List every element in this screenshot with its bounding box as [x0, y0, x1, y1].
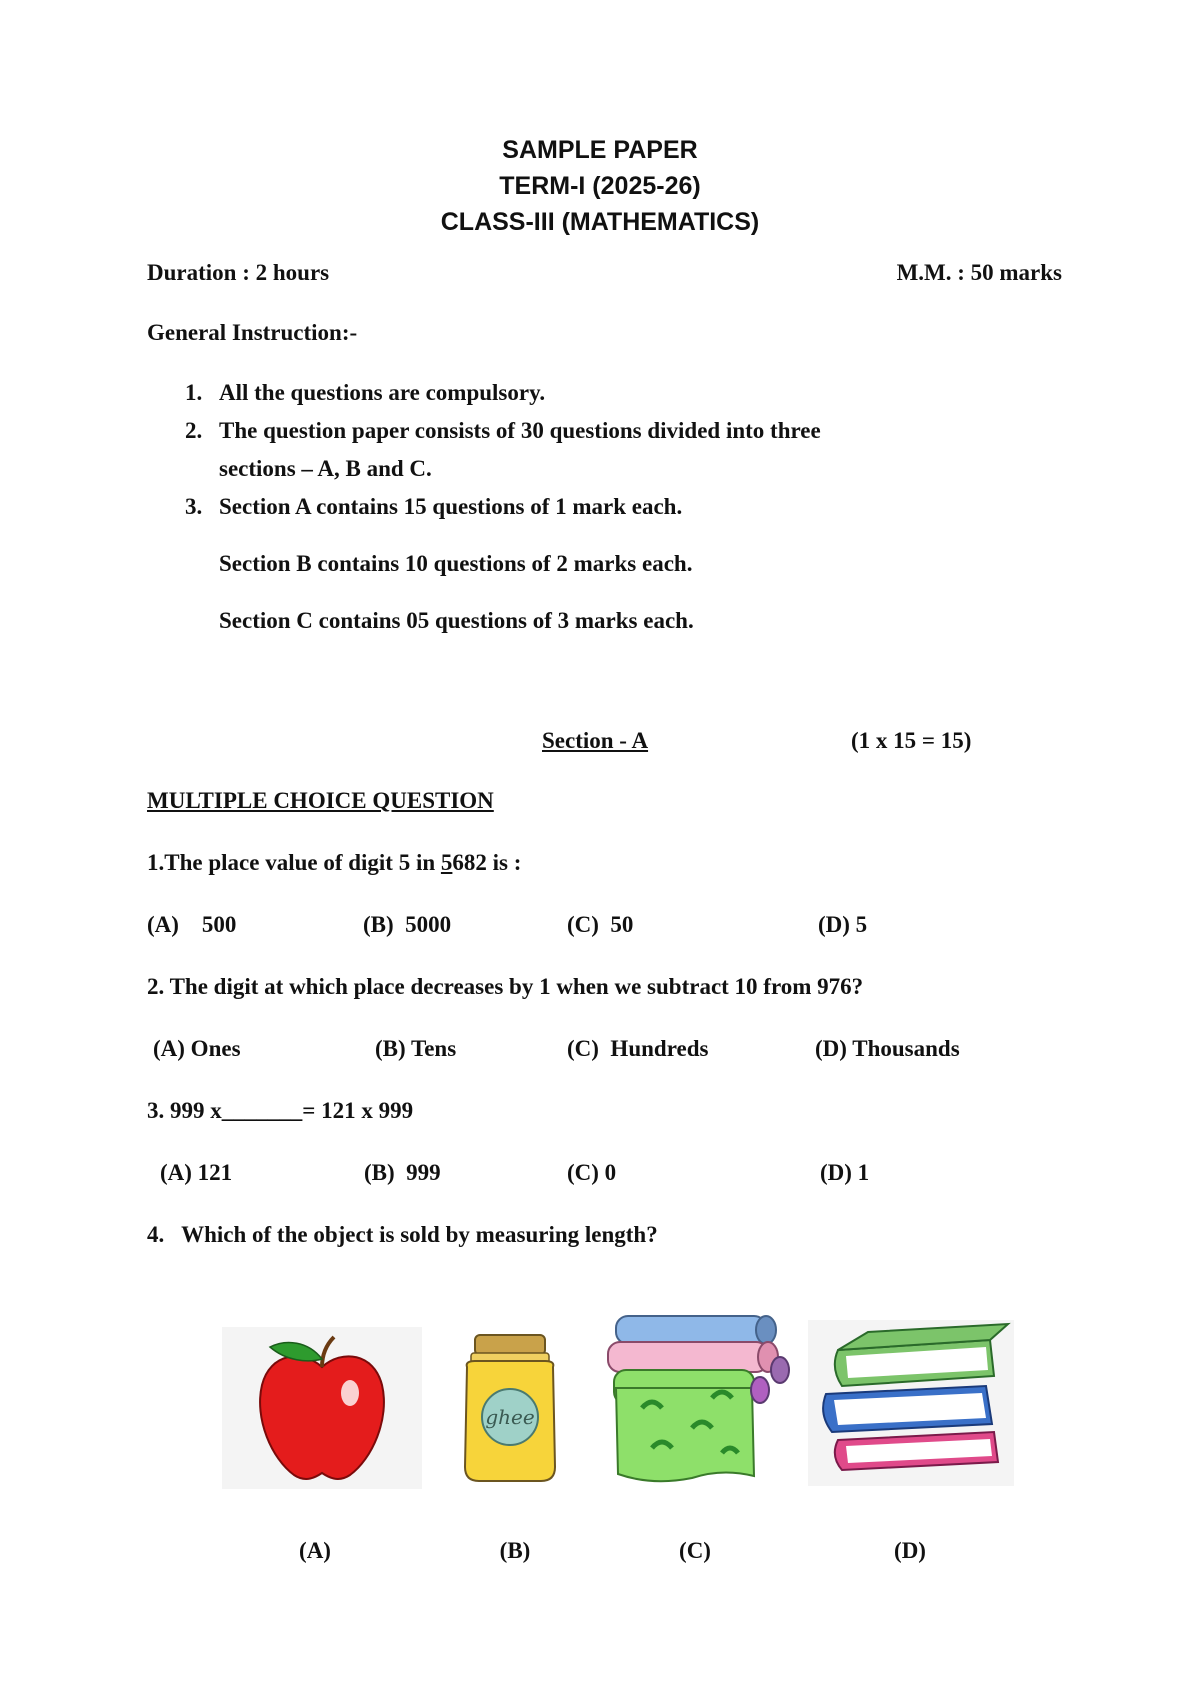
q3-option-c: (C) 0: [567, 1160, 617, 1185]
q2-option-a: (A) Ones: [153, 1036, 241, 1061]
cloth-rolls-icon: [602, 1308, 792, 1486]
instruction-item: [185, 380, 545, 406]
question-2: 2. The digit at which place decreases by 1 when we subtract 10 from 976?: [147, 974, 864, 999]
instruction-text: Section A contains 15 questions of 1 mark each.: [219, 494, 683, 519]
cloth-rolls-picture: [602, 1308, 792, 1486]
question-1-underlined-digit: 5: [440, 850, 453, 875]
paper-title: SAMPLE PAPER: [502, 136, 698, 164]
instruction-number: 1.: [185, 380, 203, 405]
apple-picture: [222, 1327, 422, 1489]
q1-option-c: (C) 50: [567, 912, 634, 937]
ghee-jar-picture: [445, 1327, 575, 1489]
q4-caption-d: (D): [894, 1538, 926, 1563]
term-title: TERM-I (2025-26): [499, 172, 701, 200]
section-a-title: Section - A: [542, 728, 649, 753]
instruction-text: The question paper consists of 30 questions divided into three: [219, 418, 821, 443]
instructions-heading: General Instruction:-: [147, 320, 358, 345]
question-1-text-end: 682 is :: [452, 850, 522, 875]
q3-option-d: (D) 1: [820, 1160, 870, 1185]
ghee-jar-icon: [445, 1327, 575, 1489]
books-icon: [808, 1320, 1014, 1486]
duration: Duration : 2 hours: [147, 260, 330, 285]
jar-label: ghee: [485, 1405, 535, 1429]
instruction-item: [185, 494, 682, 520]
q3-option-a: (A) 121: [160, 1160, 233, 1185]
mcq-heading: MULTIPLE CHOICE QUESTION: [147, 788, 494, 813]
instruction-number: 3.: [185, 494, 203, 519]
question-1-text: 1.The place value of digit 5 in: [147, 850, 441, 875]
q2-option-d: (D) Thousands: [815, 1036, 960, 1061]
q3-option-b: (B) 999: [364, 1160, 441, 1185]
q2-option-b: (B) Tens: [375, 1036, 457, 1061]
q1-option-b: (B) 5000: [363, 912, 452, 937]
instruction-text: All the questions are compulsory.: [219, 380, 546, 405]
books-picture: [808, 1320, 1014, 1486]
instruction-extra: Section B contains 10 questions of 2 marks each.: [219, 551, 693, 576]
section-a-marks: (1 x 15 = 15): [851, 728, 972, 753]
instruction-text-continued: sections – A, B and C.: [219, 456, 432, 481]
q2-option-c: (C) Hundreds: [567, 1036, 709, 1061]
question-1: [147, 850, 521, 876]
instruction-extra: Section C contains 05 questions of 3 marks each.: [219, 608, 694, 633]
q1-option-d: (D) 5: [818, 912, 868, 937]
question-4: 4. Which of the object is sold by measuring length?: [147, 1222, 658, 1247]
apple-icon: [222, 1327, 422, 1489]
class-title: CLASS-III (MATHEMATICS): [440, 208, 760, 236]
question-3: 3. 999 x_______= 121 x 999: [147, 1098, 414, 1123]
instruction-item: [185, 418, 821, 444]
q4-caption-c: (C): [679, 1538, 711, 1563]
instruction-number: 2.: [185, 418, 203, 443]
q4-caption-a: (A): [299, 1538, 331, 1563]
q4-caption-b: (B): [499, 1538, 531, 1563]
max-marks: M.M. : 50 marks: [896, 260, 1062, 285]
q1-option-a: (A) 500: [147, 912, 237, 937]
